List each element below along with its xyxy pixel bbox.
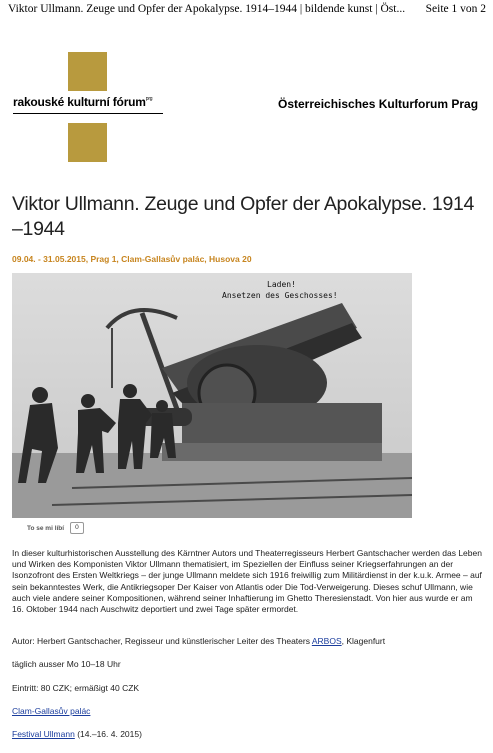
print-header (8, 3, 486, 15)
festival-dates: (14.–16. 4. 2015) (74, 729, 142, 739)
logo-czech-label: rakouské kulturní fórum (13, 95, 146, 109)
opening-hours: täglich ausser Mo 10–18 Uhr (12, 659, 121, 669)
logo-czech-text[interactable] (13, 95, 152, 109)
logo-square-bottom (68, 123, 107, 162)
author-line (12, 636, 385, 646)
author-prefix: Autor: Herbert Gantschacher, Regisseur und künstlerischer Leiter des Theaters (12, 636, 312, 646)
photo-ground (12, 453, 412, 518)
arbos-link[interactable]: ARBOS (311, 636, 342, 646)
festival-line (12, 729, 142, 739)
like-button[interactable]: To se mi líbí (27, 524, 65, 532)
photo-caption-line1: Laden! (267, 280, 296, 289)
photo-illustration (12, 273, 412, 518)
event-date-location: 09.04. - 31.05.2015, Prag 1, Clam-Gallasův palác, Husova 20 (12, 254, 252, 264)
photo-gun-platform (162, 443, 382, 461)
historical-photo (12, 273, 412, 518)
logo-square-top (68, 52, 107, 91)
logo-czech-superscript: prg (145, 96, 153, 102)
article-body: In dieser kulturhistorischen Ausstellung des Kärntner Autors und Theaterregisseurs Herbert Gantschacher werden das Leben und Wirken des Komponisten Viktor Ullmann thematisiert, im Speziellen der Einfluss seiner Kriegserfahrungen an der Isonzofront des Ersten Weltkriegs – der junge Ullmann meldete sich 1916 freiwillig zum Militärdienst in der k.u.k. Armee – auf sein bekanntestes Werk, die Antikriegsoper Der Kaiser von Atlantis oder Die Tod-Verweigerung. Dieses schuf Ullmann, wie auch viele andere seiner Kompositionen, während seiner Inhaftierung im Ghetto Theresienstadt. Von hier aus wurde er am 16. Oktober 1944 nach Auschwitz deportiert und zwei Tage später ermordet. (12, 548, 482, 615)
festival-link[interactable]: Festival Ullmann (12, 729, 75, 739)
print-header-title: Viktor Ullmann. Zeuge und Opfer der Apokalypse. 1914–1944 | bildende kunst | Öst... (8, 3, 406, 15)
photo-gun-carriage (182, 403, 382, 448)
venue-line (12, 706, 90, 716)
logo-divider (13, 113, 163, 114)
print-page-number: Seite 1 von 2 (425, 3, 486, 15)
entry-price: Eintritt: 80 CZK; ermäßigt 40 CZK (12, 683, 140, 693)
page-title: Viktor Ullmann. Zeuge und Opfer der Apokalypse. 1914 –1944 (12, 193, 475, 240)
like-count-badge: 0 (70, 522, 84, 534)
like-widget (27, 522, 84, 534)
photo-caption-line2: Ansetzen des Geschosses! (222, 291, 338, 300)
author-suffix: , Klagenfurt (341, 636, 386, 646)
venue-link[interactable]: Clam-Gallasův palác (12, 706, 91, 716)
logo-german-text[interactable]: Österreichisches Kulturforum Prag (278, 97, 479, 111)
